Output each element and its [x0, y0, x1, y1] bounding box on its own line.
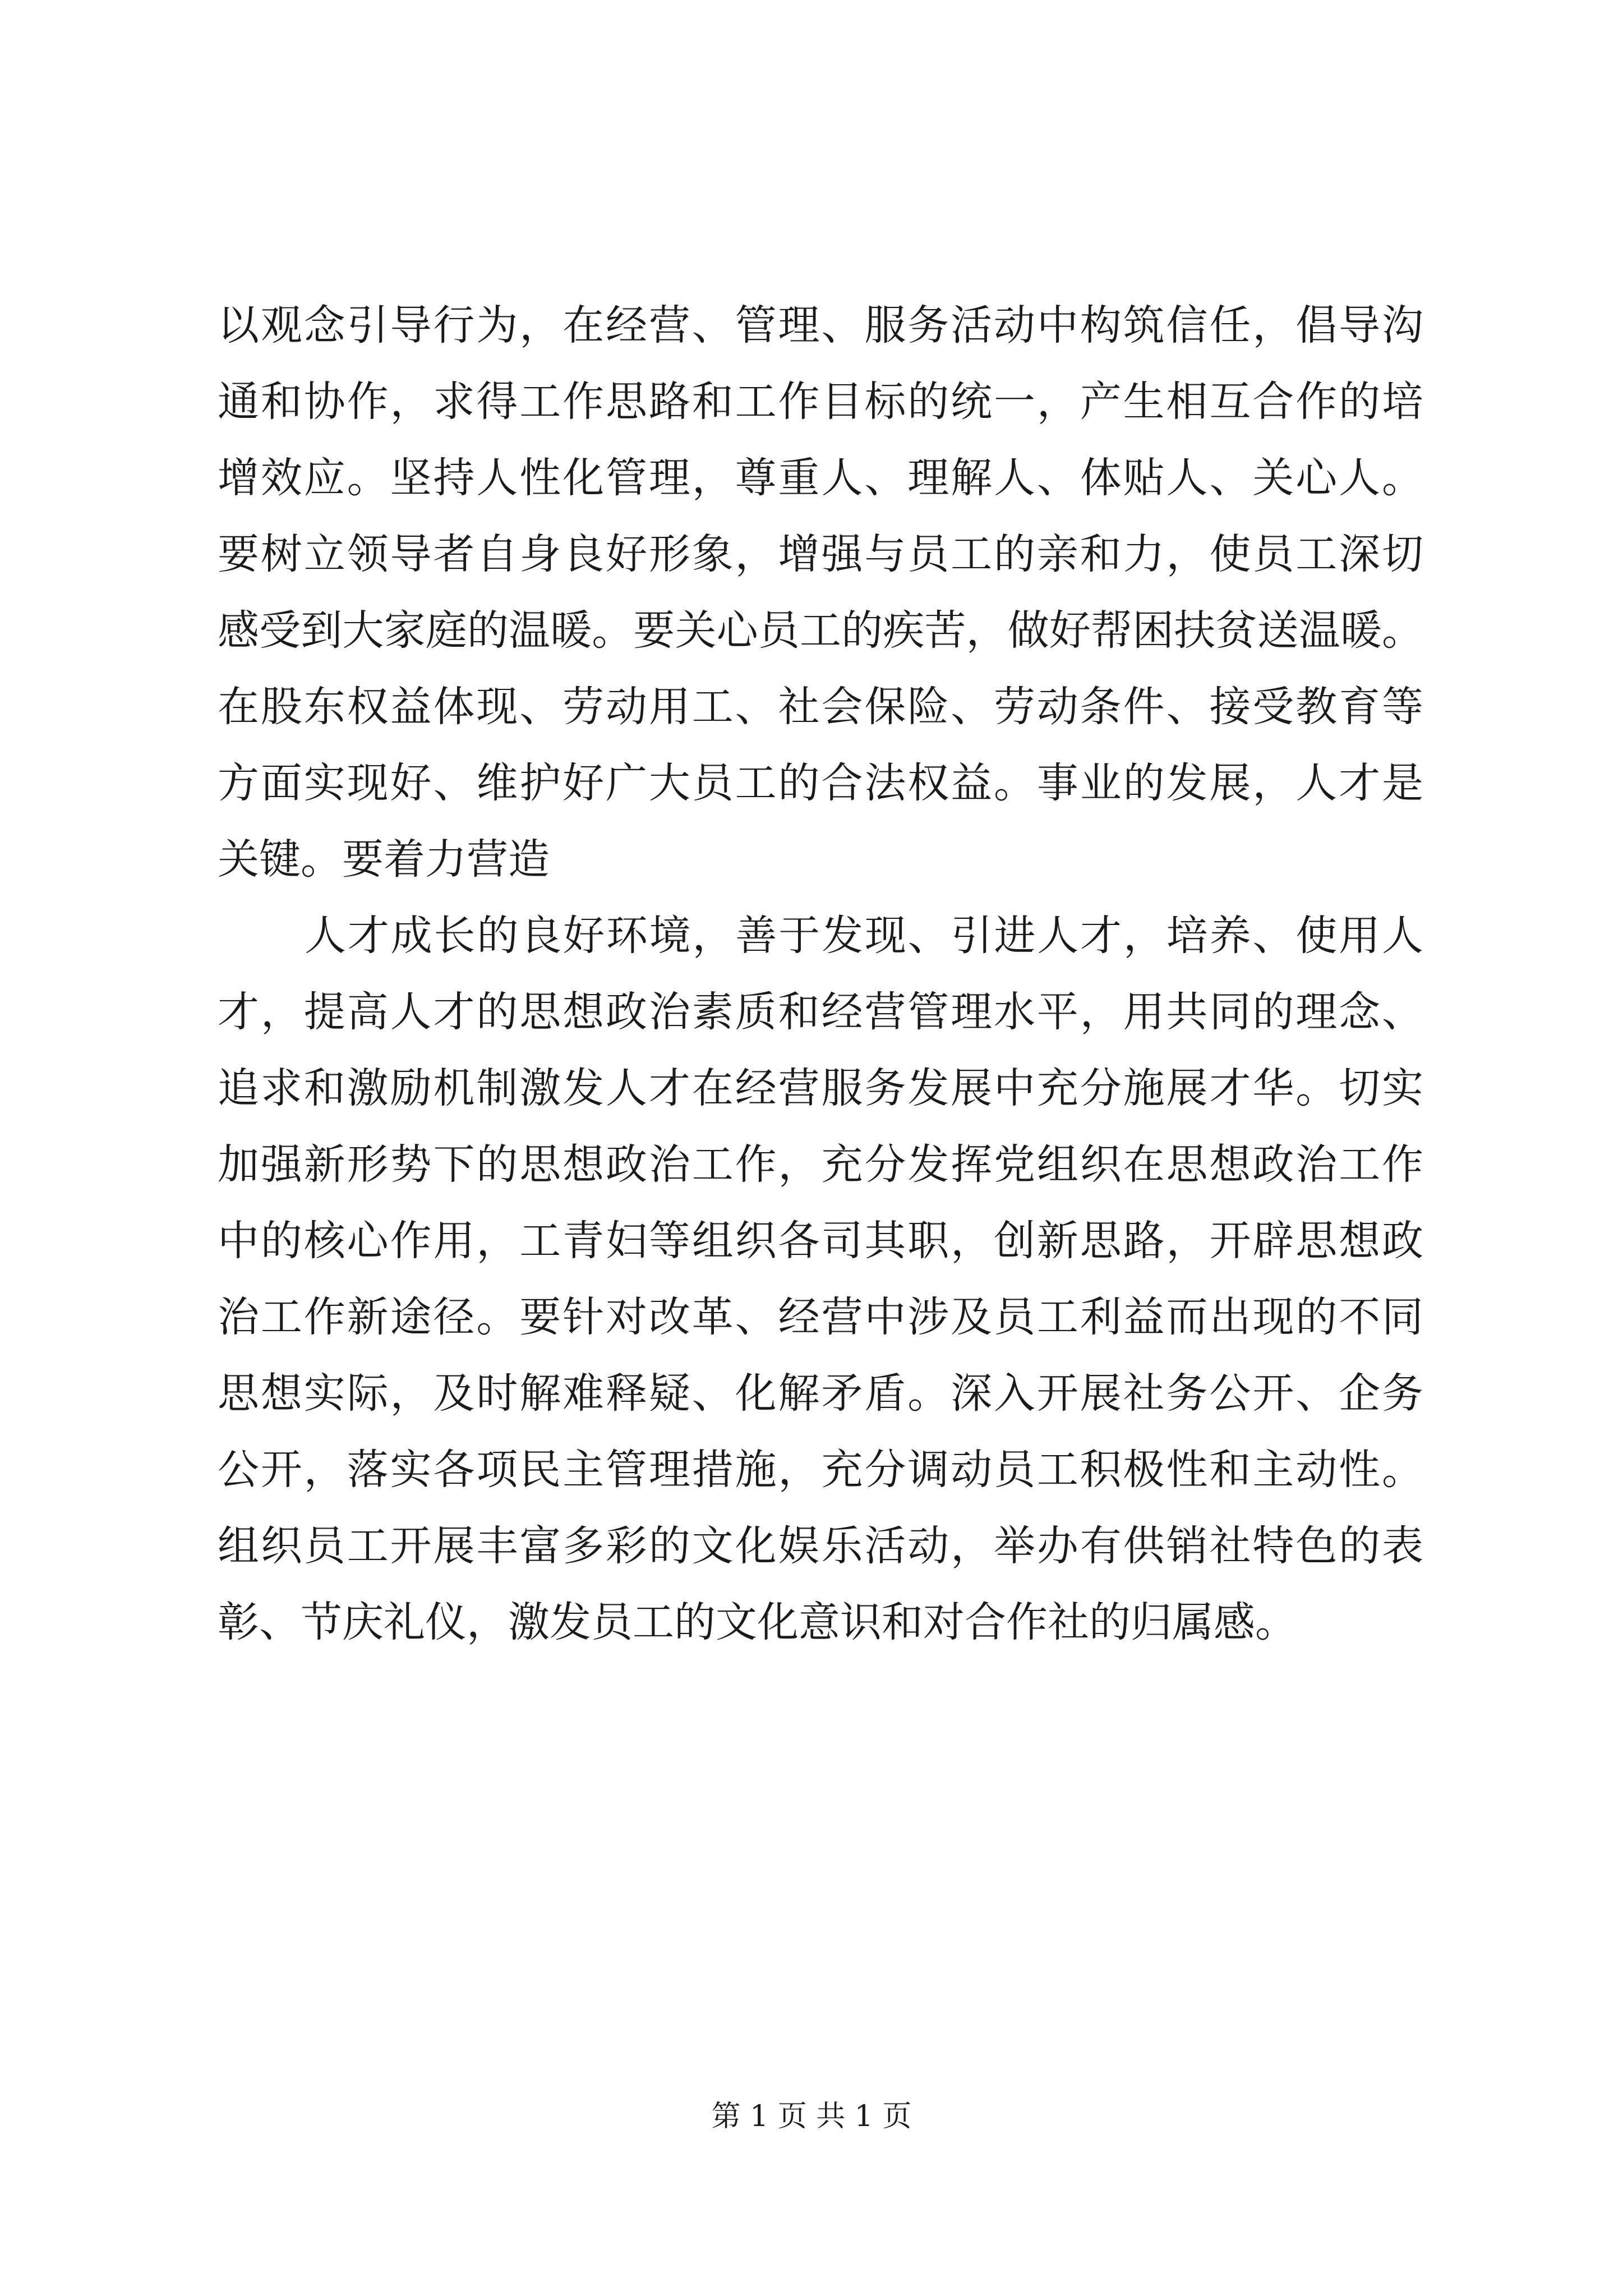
text-line: 在股东权益体现、劳动用工、社会保险、劳动条件、接受教育等	[218, 683, 1423, 731]
paragraph-1	[218, 287, 1423, 898]
text-line: 要树立领导者自身良好形象，增强与员工的亲和力，使员工深切	[218, 530, 1423, 578]
text-line: 才，提高人才的思想政治素质和经营管理水平，用共同的理念、	[218, 988, 1423, 1036]
text-line: 加强新形势下的思想政治工作，充分发挥党组织在思想政治工作	[218, 1140, 1423, 1189]
document-body	[218, 287, 1423, 1660]
text-line: 增效应。坚持人性化管理，尊重人、理解人、体贴人、关心人。	[218, 454, 1423, 502]
text-line: 人才成长的良好环境，善于发现、引进人才，培养、使用人	[305, 912, 1423, 960]
text-line: 以观念引导行为，在经营、管理、服务活动中构筑信任，倡导沟	[218, 301, 1423, 349]
paragraph-2	[218, 898, 1423, 1660]
text-line: 感受到大家庭的温暖。要关心员工的疾苦，做好帮困扶贫送温暖。	[218, 606, 1423, 655]
text-line: 关键。要着力营造	[218, 835, 550, 884]
text-line: 方面实现好、维护好广大员工的合法权益。事业的发展，人才是	[218, 759, 1423, 807]
text-line: 公开，落实各项民主管理措施，充分调动员工积极性和主动性。	[218, 1446, 1423, 1494]
text-line: 通和协作，求得工作思路和工作目标的统一，产生相互合作的培	[218, 378, 1423, 426]
text-line: 思想实际，及时解难释疑、化解矛盾。深入开展社务公开、企务	[218, 1369, 1423, 1418]
page-footer	[0, 2097, 1623, 2136]
text-line: 治工作新途径。要针对改革、经营中涉及员工利益而出现的不同	[218, 1293, 1423, 1341]
text-line: 彰、节庆礼仪，激发员工的文化意识和对合作社的归属感。	[218, 1598, 1297, 1646]
text-line: 中的核心作用，工青妇等组织各司其职，创新思路，开辟思想政	[218, 1217, 1423, 1265]
page-number-indicator: 第 1 页 共 1 页	[711, 2100, 912, 2133]
text-line: 追求和激励机制激发人才在经营服务发展中充分施展才华。切实	[218, 1064, 1423, 1112]
text-line: 组织员工开展丰富多彩的文化娱乐活动，举办有供销社特色的表	[218, 1522, 1423, 1570]
